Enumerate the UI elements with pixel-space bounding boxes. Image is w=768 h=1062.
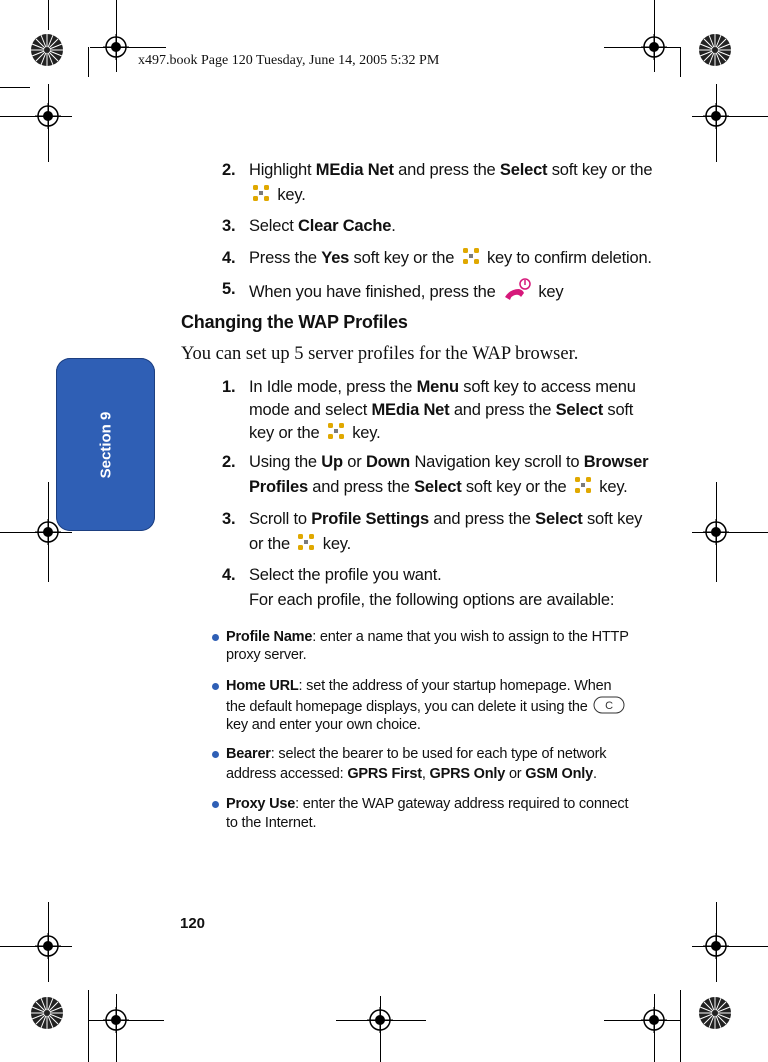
navigation-key-icon (461, 246, 481, 266)
navigation-key-icon (573, 475, 593, 495)
registration-mark-icon (703, 933, 729, 959)
bullet-dot (212, 801, 219, 808)
section-tab-label: Section 9 (97, 411, 114, 478)
color-wheel-icon (698, 996, 732, 1030)
color-wheel-icon (30, 33, 64, 67)
step-text: Highlight MEdia Net and press the Select soft key or the (249, 161, 653, 179)
intro-paragraph: You can set up 5 server profiles for the WAP browser. (181, 344, 579, 364)
navigation-key-icon (251, 183, 271, 203)
bullet-dot (212, 751, 219, 758)
navigation-key-icon (296, 532, 316, 552)
bullet-dot (212, 683, 219, 690)
step-text: Press the Yes soft key or the key to confirm deletion. (249, 246, 652, 270)
svg-text:C: C (605, 700, 614, 712)
bullet-dot (212, 634, 219, 641)
page-number: 120 (180, 915, 206, 932)
registration-mark-icon (703, 103, 729, 129)
registration-mark-icon (641, 34, 667, 60)
registration-mark-icon (35, 103, 61, 129)
step-text: Select Clear Cache. (249, 217, 396, 235)
section-heading: Changing the WAP Profiles (181, 312, 408, 332)
registration-mark-icon (641, 1007, 667, 1033)
registration-mark-icon (103, 1007, 129, 1033)
navigation-key-icon (326, 421, 346, 441)
registration-mark-icon (103, 34, 129, 60)
clear-key-icon (593, 696, 625, 714)
color-wheel-icon (30, 996, 64, 1030)
print-header: x497.book Page 120 Tuesday, June 14, 2005 5:32 PM (138, 53, 440, 68)
registration-mark-icon (35, 933, 61, 959)
end-key-icon (502, 277, 532, 303)
color-wheel-icon (698, 33, 732, 67)
section-tab (56, 358, 155, 531)
registration-mark-icon (367, 1007, 393, 1033)
registration-mark-icon (703, 519, 729, 545)
step-text: When you have finished, press the key (249, 277, 563, 304)
